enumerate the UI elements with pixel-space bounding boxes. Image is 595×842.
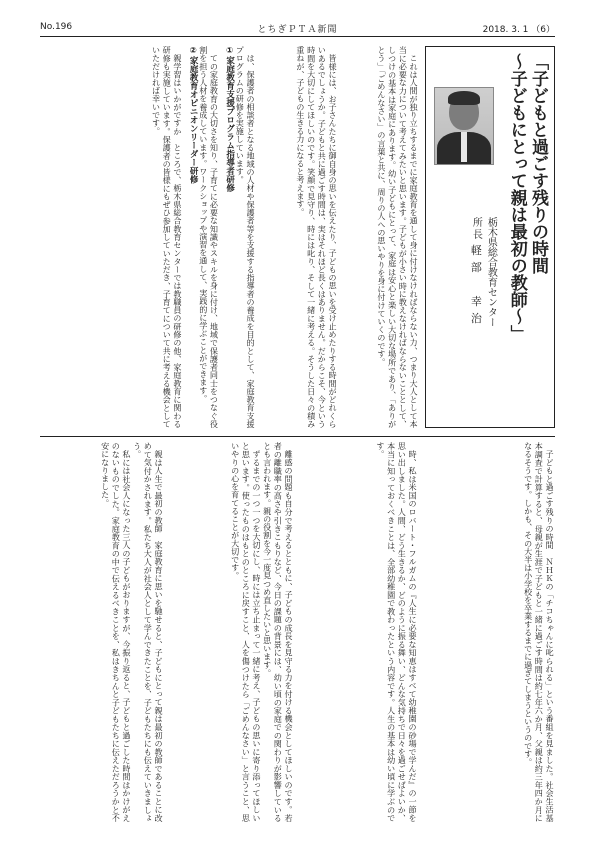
- author-byline: [468, 217, 497, 329]
- column-text: は、保護者の相談者となる地域の人材や保護者等を支援する指導者の養成を目的として、家庭教育支援プログラムの研修を実施しています。: [235, 46, 256, 428]
- issue-date: 2018. 3. 1 （6）: [482, 25, 555, 35]
- article-column: [40, 442, 164, 822]
- article-column: [262, 46, 338, 428]
- column-text: 離感の問題も自分で考えるとともに、子どもの成長を見守る力を付ける機会としてほしいのです。若者の離職率の高さや引きこもりなど、今日の課題の背景には、幼い頃の家庭での関わりが影響しているとも言われます。親の役割を今一度見つめ直したいと思います。: [262, 442, 294, 822]
- column-text: 時、私は米国のロバート・フルガムの『人生に必要な知恵はすべて幼稚園の砂場で学んだ』の一節を思い出しました。人間、どう生きるか、どのように振る舞い、どんな気持ちで日々を過ごせばよいか、本当に知っておくべきことは、全部幼稚園で教わったという内容です。人生の基本は幼い頃に学ぶのです。: [375, 442, 418, 822]
- article-title-line-2: 〜子どもにとって親は最初の教師〜」: [506, 53, 527, 342]
- column-text: 親学習はいかがですか ところで、栃木県総合教育センターでは教職員の研修の他、家庭教育に関わる研修も実施しています。保護者の皆様にもぜひ参加していただき、子育てについて共に考える機会としていただければ幸いです。: [151, 46, 183, 428]
- author-role: 所長: [470, 217, 482, 241]
- newspaper-title: とちぎＰＴＡ新聞: [257, 25, 338, 35]
- author-organization: 栃木県総合教育センター: [485, 217, 497, 327]
- issue-number: No.196: [40, 22, 73, 32]
- article-column: [40, 46, 256, 428]
- article-column: [425, 442, 555, 822]
- page-header: [40, 22, 555, 37]
- column-text: 子どもと過ごす残りの時間 ＮＨＫの「チコちゃんに叱られる」という番組を見ました。社会生活基本調査で計算すると、母親が生涯で子どもと一緒に過ごす時間は約七年六か月、父親は約三年四か月になるそうです。しかも、その大半は小学校を卒業するまでに過ぎてしまうというのです。: [523, 442, 555, 822]
- section-heading: ②家庭教育オピニオンリーダー研修: [188, 46, 199, 184]
- column-text: ずるまでの一つ一つを大切にし、時には立ち止まって一緒に考え、子どもの思いに寄り添ってほしいと思います。使ったものはもとのところに戻すこと、人を傷つけたら「ごめんなさい」と言うこと、思いやりの心を育てることが大切です。: [230, 442, 262, 822]
- column-text: これは人間が独り立ちするまでに家庭教育を通して身に付けなければならない力、つまり大人として本当に必要な力について考えてみたいと思います。子どもが小さい時に教えなければならないこととして、しつけの基本は家庭にあります。幼い子どもにとって、家庭は安心と楽しい大切な場所であり、「ありがとう」「ごめんなさい」の言葉と共に、周りの人への思いやりを身に付けていくのです。: [376, 46, 419, 428]
- article-column: [300, 442, 418, 822]
- article-title: [506, 53, 549, 342]
- article-column: [170, 442, 294, 822]
- section-heading: ①家庭教育支援プログラム指導者研修: [224, 46, 235, 192]
- article-title-box: [425, 46, 555, 428]
- column-text: ての家庭教育の大切さを知り、子育てに必要な知識やスキルを身に付け、地域で保護者同士をつなぐ役割を担う人材を養成しています。ワークショップや演習を通して、実践的に学ぶことができます。: [198, 46, 220, 428]
- section-divider: [40, 436, 555, 437]
- article-title-line-1: 「子どもと過ごす残りの時間: [528, 53, 548, 274]
- article-column: [345, 46, 419, 428]
- author-name: 軽部 幸治: [469, 244, 483, 330]
- column-text: 皆様には、お子さんたちに御自身の思いを伝えたり、子どもの思いを受け止めたりする時間がどれくらいあるでしょうか。子どもと共に過ごす時間は、実はそれほど長くはありません。だからこそ、今という時間を大切にしてほしいのです。笑顔で見守り、時には叱り、そして一緒に考える。そうした日々の積み重ねが、子どもの生きる力になると考えます。: [295, 46, 338, 428]
- column-text: 親は人生で最初の教師 家庭教育に思いを馳せると、子どもにとって親は最初の教師であることに改めて気付かされます。私たち大人が社会人として学んできたことを、子どもたちにも伝えていきましょう。: [132, 442, 164, 822]
- author-portrait: [434, 87, 494, 165]
- column-text: 私には社会人になった三人の子どもがおりますが、今振り返ると、子どもと過ごした時間はかけがえのないものでした。家庭教育の中で伝えるべきことを、私はきちんと子どもたちに伝えただろうかと不安になりました。: [100, 442, 132, 822]
